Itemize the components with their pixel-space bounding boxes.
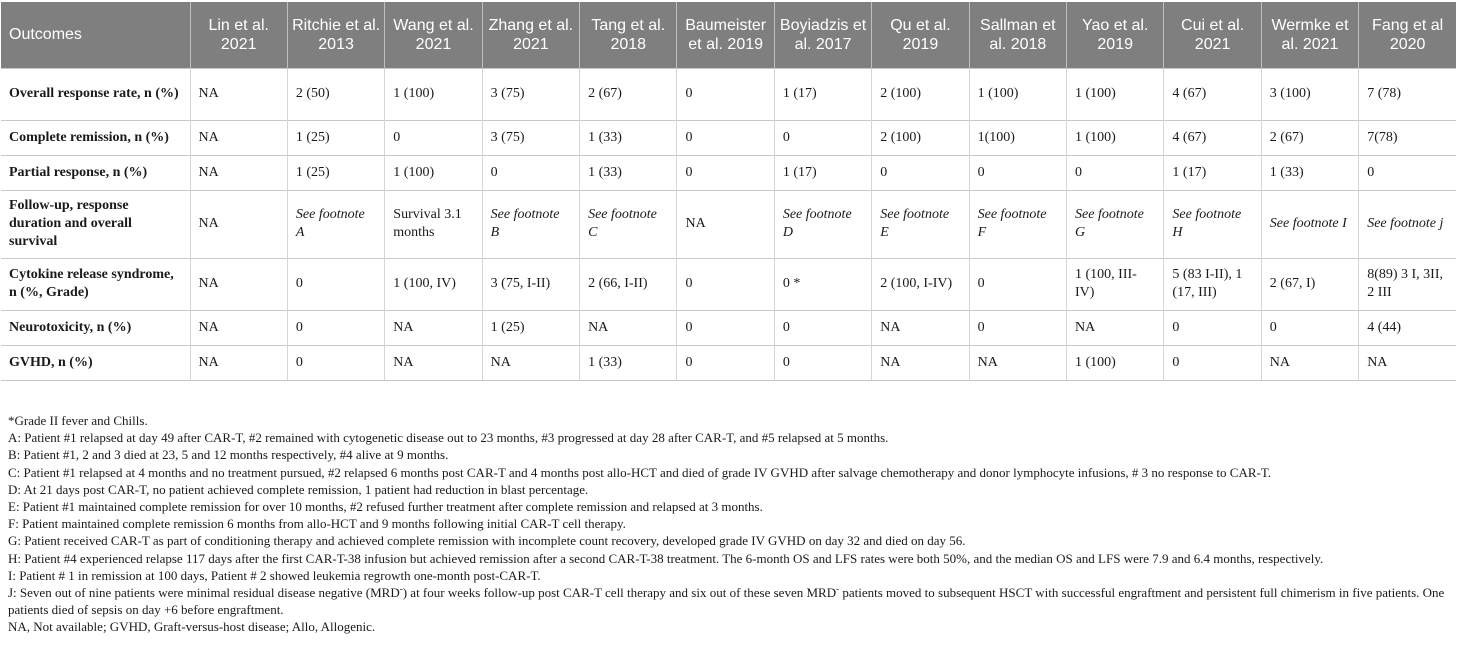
row-label: Follow-up, response duration and overall survival [1,190,190,258]
table-row [1,345,1456,380]
table-cell: NA [1067,310,1164,345]
table-cell: 0 [677,310,774,345]
table-cell: 1 (100) [1067,120,1164,155]
table-cell: NA [969,345,1066,380]
table-cell: 0 [385,120,482,155]
table-cell: 0 [969,155,1066,190]
table-cell: NA [385,310,482,345]
table-cell: NA [872,345,969,380]
table-cell: 2 (67) [580,68,677,120]
table-cell: NA [872,310,969,345]
footnote-j-sup1: - [399,583,403,594]
table-cell: 7(78) [1359,120,1456,155]
table-cell: 0 [1359,155,1456,190]
table-cell: 2 (66, I-II) [580,258,677,310]
footnote-j-sup2: - [836,583,840,594]
table-cell: 1 (17) [774,155,871,190]
footnote-j-part2: ) at four weeks follow-up post CAR-T cell therapy and six out of these seven MRD [402,585,837,601]
header-cell-yao: Yao et al. 2019 [1067,2,1164,68]
table-cell: 0 [287,345,384,380]
outcomes-table-container [1,2,1456,381]
table-cell: 1 (100) [969,68,1066,120]
row-label: Complete remission, n (%) [1,120,190,155]
table-cell: 0 [1164,345,1261,380]
header-cell-qu: Qu et al. 2019 [872,2,969,68]
table-cell: 1 (100) [1067,68,1164,120]
table-cell: 0 [287,258,384,310]
table-row [1,155,1456,190]
table-cell: 0 * [774,258,871,310]
table-cell: NA [580,310,677,345]
footnote-e: E: Patient #1 maintained complete remission for over 10 months, #2 refused further treatment after complete remission and relapsed at 3 months. [8,499,763,515]
footnote-j [8,584,1456,618]
header-cell-fang: Fang et al 2020 [1359,2,1456,68]
table-cell: 0 [774,120,871,155]
footnote-ref-cell: See footnote D [774,190,871,258]
table-cell: 1 (17) [774,68,871,120]
footnote-c: C: Patient #1 relapsed at 4 months and no treatment pursued, #2 relapsed 6 months post CAR-T and 4 months post allo-HCT and died of grade IV GVHD after salvage chemotherapy and donor lymphocyte infusions, # 3 no response to CAR-T. [8,464,1272,480]
table-cell: 0 [287,310,384,345]
footnote-star: *Grade II fever and Chills. [8,413,148,428]
footnote-ref-cell: See footnote j [1359,190,1456,258]
table-cell: 1 (100, III-IV) [1067,258,1164,310]
footnote-ref-cell: See footnote I [1261,190,1358,258]
table-cell: 1(100) [969,120,1066,155]
table-cell: NA [385,345,482,380]
table-cell: NA [482,345,579,380]
header-cell-baumeister: Baumeister et al. 2019 [677,2,774,68]
table-cell: 4 (44) [1359,310,1456,345]
table-cell: 0 [969,310,1066,345]
table-cell: 0 [1164,310,1261,345]
header-cell-tang: Tang et al. 2018 [580,2,677,68]
header-cell-cui: Cui et al. 2021 [1164,2,1261,68]
table-cell: 1 (33) [1261,155,1358,190]
table-cell: 2 (67, I) [1261,258,1358,310]
table-cell: 2 (100) [872,120,969,155]
footnote-ref-cell: See footnote C [580,190,677,258]
table-cell: 0 [774,310,871,345]
footnotes [8,412,1456,636]
table-cell: 3 (100) [1261,68,1358,120]
table-cell: NA [190,345,287,380]
header-cell-lin: Lin et al. 2021 [190,2,287,68]
table-cell: 2 (67) [1261,120,1358,155]
table-row [1,310,1456,345]
table-cell: 5 (83 I-II), 1 (17, III) [1164,258,1261,310]
table-row [1,258,1456,310]
table-cell: 1 (100) [385,68,482,120]
table-cell: NA [190,258,287,310]
footnote-abbreviations: NA, Not available; GVHD, Graft-versus-host disease; Allo, Allogenic. [8,619,376,635]
table-cell: 0 [677,120,774,155]
table-row [1,68,1456,120]
footnote-ref-cell: See footnote F [969,190,1066,258]
footnote-ref-cell: See footnote E [872,190,969,258]
footnote-ref-cell: See footnote B [482,190,579,258]
row-label: Overall response rate, n (%) [1,68,190,120]
footnote-d: D: At 21 days post CAR-T, no patient achieved complete remission, 1 patient had reduction in blast percentage. [8,481,589,497]
footnote-g: G: Patient received CAR-T as part of conditioning therapy and achieved complete remission with incomplete count recovery, developed grade IV GVHD on day 32 and died on day 56. [8,533,966,549]
header-cell-zhang: Zhang et al. 2021 [482,2,579,68]
table-cell: 8(89) 3 I, 3II, 2 III [1359,258,1456,310]
table-cell: NA [1261,345,1358,380]
table-header [1,2,1456,68]
footnote-ref-cell: See footnote H [1164,190,1261,258]
table-cell: NA [1359,345,1456,380]
table-cell: 3 (75) [482,120,579,155]
table-cell: NA [677,190,774,258]
table-row [1,190,1456,258]
table-cell: NA [190,68,287,120]
table-cell: 2 (100) [872,68,969,120]
table-cell: 0 [774,345,871,380]
table-cell: 1 (33) [580,345,677,380]
header-cell-sallman: Sallman et al. 2018 [969,2,1066,68]
row-label: GVHD, n (%) [1,345,190,380]
footnote-b: B: Patient #1, 2 and 3 died at 23, 5 and 12 months respectively, #4 alive at 9 months. [8,447,449,463]
table-cell: 0 [969,258,1066,310]
table-cell: 2 (100, I-IV) [872,258,969,310]
table-cell: NA [190,190,287,258]
table-cell: 0 [872,155,969,190]
table-cell: 1 (33) [580,155,677,190]
footnote-j-part3: patients moved to subsequent HSCT with successful engraftment and persistent full chimerism in five patients. One patients died of sepsis on day +6 before engraftment. [8,585,1445,618]
table-cell: NA [190,120,287,155]
header-cell-outcomes: Outcomes [1,2,190,68]
table-cell: 2 (50) [287,68,384,120]
header-cell-boyiadzis: Boyiadzis et al. 2017 [774,2,871,68]
table-cell: 1 (25) [287,120,384,155]
table-cell: 4 (67) [1164,68,1261,120]
row-label: Neurotoxicity, n (%) [1,310,190,345]
footnote-ref-cell: See footnote A [287,190,384,258]
table-cell: 0 [677,155,774,190]
outcomes-table [1,2,1456,381]
header-cell-wermke: Wermke et al. 2021 [1261,2,1358,68]
table-cell: 0 [677,345,774,380]
header-cell-wang: Wang et al. 2021 [385,2,482,68]
table-cell: NA [190,310,287,345]
table-cell: 3 (75, I-II) [482,258,579,310]
table-cell: 1 (100) [1067,345,1164,380]
table-body [1,68,1456,380]
table-cell: 0 [482,155,579,190]
footnote-h: H: Patient #4 experienced relapse 117 days after the first CAR-T-38 infusion but achieved remission after a second CAR-T-38 treatment. The 6-month OS and LFS rates were both 50%, and the median OS and LFS were 7.9 and 6.4 months, respectively. [8,550,1324,566]
table-cell: 1 (25) [482,310,579,345]
table-cell: 3 (75) [482,68,579,120]
header-row [1,2,1456,68]
footnote-ref-cell: See footnote G [1067,190,1164,258]
row-label: Partial response, n (%) [1,155,190,190]
table-row [1,120,1456,155]
table-cell: NA [190,155,287,190]
table-cell: 0 [677,258,774,310]
table-cell: 1 (100, IV) [385,258,482,310]
table-cell: 7 (78) [1359,68,1456,120]
table-cell: 1 (25) [287,155,384,190]
table-cell: 4 (67) [1164,120,1261,155]
footnote-a: A: Patient #1 relapsed at day 49 after CAR-T, #2 remained with cytogenetic disease out to 23 months, #3 progressed at day 28 after CAR-T, and #5 relapsed at 5 months. [8,430,889,446]
table-cell: 1 (17) [1164,155,1261,190]
table-cell: Survival 3.1 months [385,190,482,258]
footnote-i: I: Patient # 1 in remission at 100 days, Patient # 2 showed leukemia regrowth one-month post-CAR-T. [8,567,541,583]
table-cell: 1 (100) [385,155,482,190]
table-cell: 0 [1261,310,1358,345]
row-label: Cytokine release syndrome, n (%, Grade) [1,258,190,310]
footnote-f: F: Patient maintained complete remission 6 months from allo-HCT and 9 months following initial CAR-T cell therapy. [8,516,626,532]
table-cell: 1 (33) [580,120,677,155]
table-cell: 0 [677,68,774,120]
table-cell: 0 [1067,155,1164,190]
header-cell-ritchie: Ritchie et al. 2013 [287,2,384,68]
footnote-j-part1: J: Seven out of nine patients were minimal residual disease negative (MRD [8,585,400,601]
